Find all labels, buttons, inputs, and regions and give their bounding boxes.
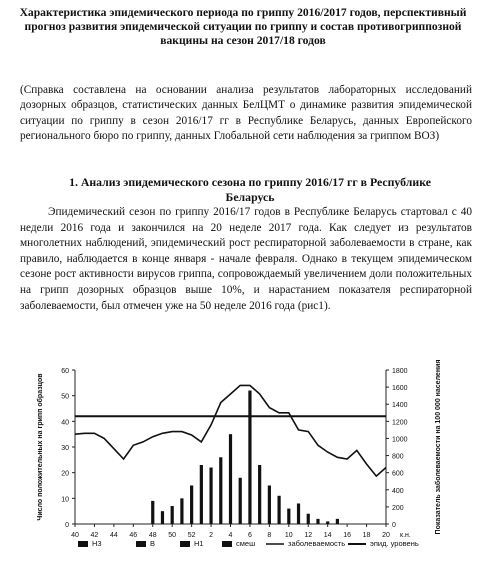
x-tick-label: 52 xyxy=(187,532,196,539)
legend-label: заболеваемость xyxy=(288,539,346,548)
y-right-tick-label: 0 xyxy=(392,522,396,529)
legend-label: эпид. уровень xyxy=(370,539,419,548)
x-tick-label: 10 xyxy=(284,532,293,539)
bar-week-13 xyxy=(316,519,319,524)
x-tick-label: 8 xyxy=(267,532,272,539)
x-tick-label: 48 xyxy=(148,532,157,539)
legend-label: Н1 xyxy=(194,539,204,548)
x-tick-label: 20 xyxy=(382,532,390,539)
y-left-axis-label: Число положительных на грипп образцов xyxy=(37,373,44,521)
x-tick-label: 46 xyxy=(129,532,138,539)
y-left-tick-label: 0 xyxy=(65,522,69,529)
bar-week-11 xyxy=(297,503,300,524)
legend-label: В xyxy=(150,539,156,548)
x-tick-label: 44 xyxy=(109,532,118,539)
y-left-tick-label: 40 xyxy=(61,419,69,427)
x-axis-label: к.н. xyxy=(400,532,411,539)
y-right-tick-label: 1200 xyxy=(392,419,408,427)
y-left-tick-label: 30 xyxy=(61,445,69,452)
bar-week-48 xyxy=(151,501,154,524)
bar-week-2 xyxy=(209,468,212,524)
bar-week-49 xyxy=(161,511,164,524)
y-right-axis-label: Показатель заболеваемости на 100 000 населения xyxy=(435,359,442,535)
legend-label: смеш xyxy=(236,539,256,548)
bar-week-4 xyxy=(229,434,232,524)
bar-week-3 xyxy=(219,457,222,524)
y-right-tick-label: 200 xyxy=(392,504,404,512)
legend-swatch xyxy=(136,541,146,547)
legend-label: Н3 xyxy=(92,539,102,548)
y-right-tick-label: 1400 xyxy=(392,402,408,410)
y-right-tick-label: 1000 xyxy=(392,436,408,444)
y-left-tick-label: 60 xyxy=(61,368,69,375)
bar-week-51 xyxy=(180,498,183,524)
x-tick-label: 14 xyxy=(323,532,332,539)
body-paragraph: Эпидемический сезон по гриппу 2016/17 годов в Республике Беларусь стартовал с 40 недели 2016 года и закончился на 20 неделе 2017 года. Как следует из результатов многолетних наблюдений, эпидемический рост респираторной заболеваемости в стране, как правило, наблюдается в конце января - начале февраля. Однако в текущем эпидемическом сезоне рост активности вирусов гриппа, сопровождаемый увеличением доли положительных на грипп дозорных образцов выше 10%, и нарастанием показателя респираторной заболеваемости, был отмечен уже на 50 неделе 2016 года (рис1). xyxy=(20,206,472,312)
y-right-tick-label: 800 xyxy=(392,453,404,461)
legend-swatch xyxy=(78,541,88,547)
y-left-tick-label: 10 xyxy=(61,496,69,504)
bar-week-14 xyxy=(326,521,329,524)
x-tick-label: 50 xyxy=(168,532,177,539)
bar-week-10 xyxy=(287,509,290,524)
bar-week-1 xyxy=(200,465,203,524)
x-tick-label: 18 xyxy=(362,532,371,539)
x-tick-label: 2 xyxy=(209,532,214,539)
bar-week-9 xyxy=(277,496,280,524)
legend-swatch xyxy=(222,541,232,547)
x-tick-label: 42 xyxy=(90,532,99,539)
y-right-tick-label: 1600 xyxy=(392,385,408,393)
y-left-tick-label: 20 xyxy=(61,470,69,478)
bar-week-6 xyxy=(248,391,251,524)
y-left-tick-label: 50 xyxy=(61,393,69,401)
bar-week-12 xyxy=(307,514,310,524)
bar-week-50 xyxy=(171,506,174,524)
y-right-tick-label: 600 xyxy=(392,470,404,478)
bar-week-5 xyxy=(239,478,242,524)
bar-week-15 xyxy=(336,519,339,524)
y-right-tick-label: 400 xyxy=(392,487,404,495)
document-title: Характеристика эпидемического периода по гриппу 2016/2017 годов, перспективный прогноз развития эпидемической ситуации по гриппу и состав противогриппозной вакцины на сезон 2017/18 годов xyxy=(19,6,467,48)
bar-week-8 xyxy=(268,486,271,525)
x-tick-label: 4 xyxy=(228,532,233,539)
y-right-tick-label: 1800 xyxy=(392,368,408,375)
legend-swatch xyxy=(180,541,190,547)
influenza-chart xyxy=(0,354,486,566)
x-tick-label: 6 xyxy=(247,532,252,539)
x-tick-label: 16 xyxy=(343,532,352,539)
x-tick-label: 40 xyxy=(71,532,79,539)
bar-week-7 xyxy=(258,465,261,524)
x-tick-label: 12 xyxy=(304,532,313,539)
section-heading: 1. Анализ эпидемического сезона по гриппу 2016/17 гг в Республике Беларусь xyxy=(69,175,431,204)
bar-week-52 xyxy=(190,486,193,525)
intro-paragraph: (Справка составлена на основании анализа результатов лабораторных исследований дозорных образцов, статистических данных БелЦМТ о динамике развития эпидемической ситуации по гриппу в сезон 2016/17 гг в Республике Беларусь, данных Европейского регионального бюро по гриппу, данных Глобальной сети наблюдения за гриппом ВОЗ) xyxy=(20,84,472,143)
